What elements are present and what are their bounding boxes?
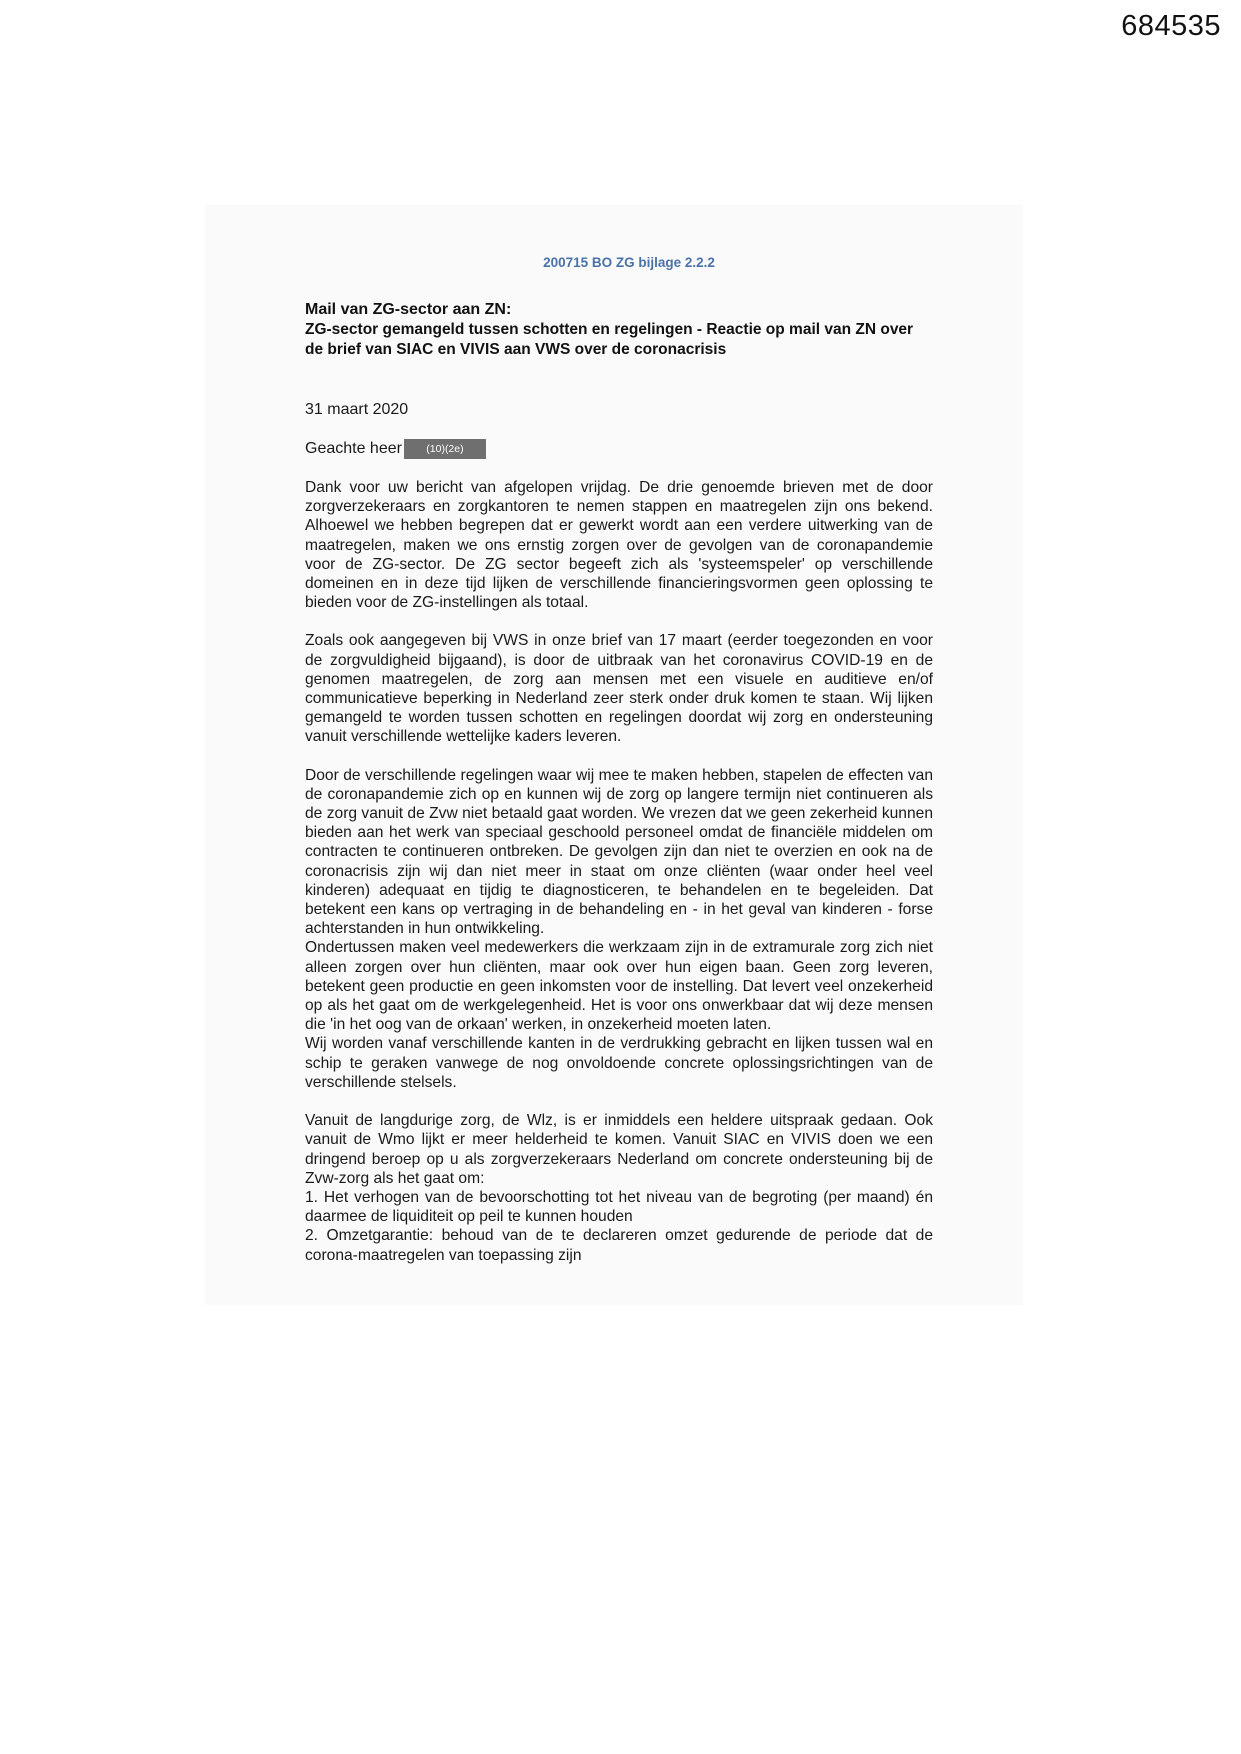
redaction-box: (10)(2e) bbox=[404, 439, 486, 459]
heading-title: Mail van ZG-sector aan ZN: bbox=[305, 301, 512, 318]
letter-date: 31 maart 2020 bbox=[305, 401, 409, 418]
paragraph-intro: Dank voor uw bericht van afgelopen vrijdag. De drie genoemde brieven met de door zorgverzekeraars en zorgkantoren te nemen stappen en maatregelen zijn ons bekend. Alhoewel we hebben begrepen dat er gewerkt wordt aan een verdere uitwerking van de maatregelen, maken we ons ernstig zorgen over de gevolgen van de coronapandemie voor de ZG-sector. De ZG sector begeeft zich als 'systeemspeler' op verschillende domeinen en in deze tijd lijken de verschillende financieringsvormen geen oplossing te bieden voor de ZG-instellingen als totaal. bbox=[305, 479, 933, 612]
appendix-label: 200715 BO ZG bijlage 2.2.2 bbox=[543, 255, 715, 270]
list-item-revenue-guarantee: 2. Omzetgarantie: behoud van de te declareren omzet gedurende de periode dat de corona-maatregelen van toepassing zijn bbox=[305, 1227, 933, 1264]
letter-heading bbox=[305, 300, 933, 360]
salutation bbox=[305, 438, 933, 460]
paragraph-request: Vanuit de langdurige zorg, de Wlz, is er inmiddels een heldere uitspraak gedaan. Ook vanuit de Wmo lijkt er meer helderheid te komen. Vanuit SIAC en VIVIS doen we een dringend beroep op u als zorgverzekeraars Nederland om concrete ondersteuning bij de Zvw-zorg als het gaat om: bbox=[305, 1112, 933, 1187]
paragraph-regulations: Door de verschillende regelingen waar wij mee te maken hebben, stapelen de effecten van de coronapandemie zich op en kunnen wij de zorg op langere termijn niet continueren als de zorg vanuit de Zvw niet betaald gaat worden. We vrezen dat we geen zekerheid kunnen bieden aan het werk van speciaal geschoold personeel omdat de financiële middelen om contracten te continueren ontbreken. De gevolgen zijn dan niet te overzien en ook na de coronacrisis zijn wij dan niet meer in staat om onze cliënten (waar onder heel veel kinderen) adequaat en tijdig te diagnosticeren, te behandelen en te begeleiden. Dat betekent een kans op vertraging in de behandeling en - in het geval van kinderen - forse achterstanden in hun ontwikkeling. bbox=[305, 766, 933, 938]
heading-subject: ZG-sector gemangeld tussen schotten en regelingen - Reactie op mail van ZN over de brief van SIAC en VIVIS aan VWS over de coronacrisis bbox=[305, 321, 914, 358]
salutation-text: Geachte heer bbox=[305, 440, 402, 457]
paragraph-employees: Ondertussen maken veel medewerkers die werkzaam zijn in de extramurale zorg zich niet alleen zorgen over hun cliënten, maar ook over hun eigen baan. Geen zorg leveren, betekent geen productie en geen inkomsten voor de instelling. Dat levert veel onzekerheid op als het gaat om de werkgelegenheid. Het is voor ons onwerkbaar dat wij deze mensen die 'in het oog van de orkaan' werken, in onzekerheid moeten laten. bbox=[305, 939, 933, 1034]
paragraph-pressure: Wij worden vanaf verschillende kanten in de verdrukking gebracht en lijken tussen wal en schip te geraken vanwege de nog onvoldoende concrete oplossingsrichtingen van de verschillende stelsels. bbox=[305, 1035, 933, 1091]
document-number: 684535 bbox=[1121, 10, 1221, 42]
letter-content bbox=[305, 255, 933, 1265]
paragraph-vws-letter: Zoals ook aangegeven bij VWS in onze brief van 17 maart (eerder toegezonden en voor de zorgvuldigheid bijgaand), is door de uitbraak van het coronavirus COVID-19 en de genomen maatregelen, de zorg aan mensen met een visuele en auditieve en/of communicatieve beperking in Nederland zeer sterk onder druk komen te staan. Wij lijken gemangeld te worden tussen schotten en regelingen doordat wij zorg en ondersteuning vanuit verschillende wettelijke kaders leveren. bbox=[305, 632, 933, 746]
list-item-advance-payment: 1. Het verhogen van de bevoorschotting tot het niveau van de begroting (per maand) én daarmee de liquiditeit op peil te kunnen houden bbox=[305, 1188, 933, 1226]
